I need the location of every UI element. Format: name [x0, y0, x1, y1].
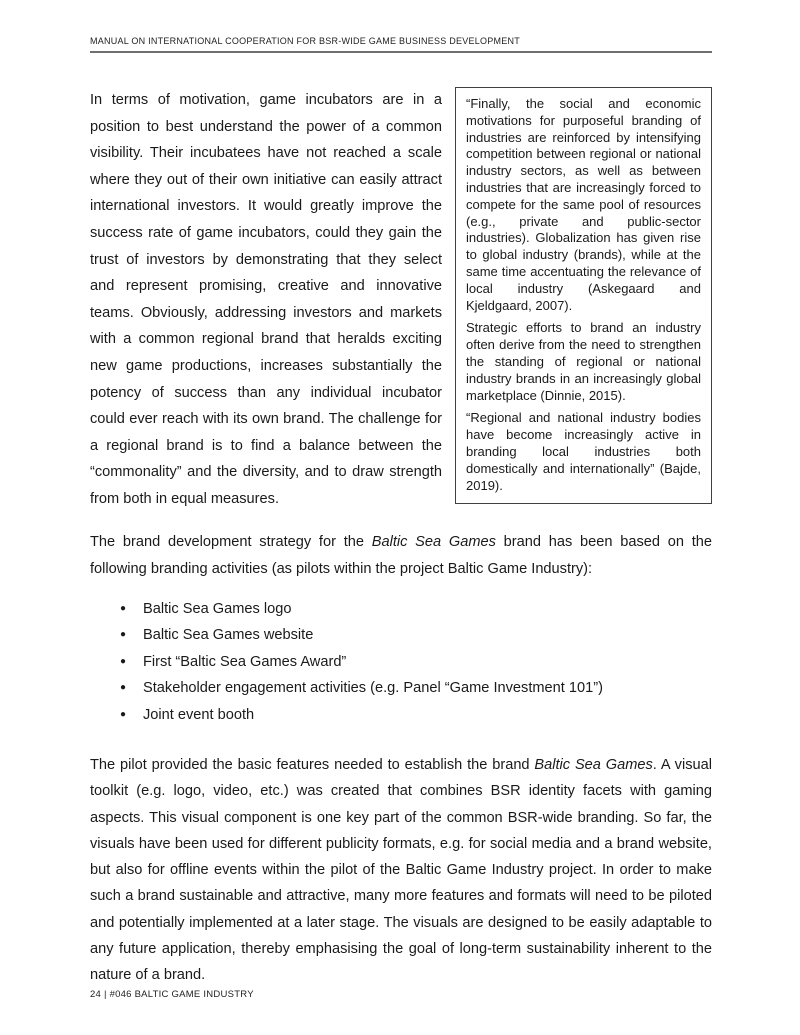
strategy-paragraph-pre: The brand development strategy for the: [90, 533, 372, 550]
header-rule: [90, 51, 712, 53]
list-item-label: Joint event booth: [143, 706, 255, 723]
list-item-label: Baltic Sea Games logo: [143, 600, 292, 617]
list-item-label: Stakeholder engagement activities (e.g. Panel “Game Investment 101”): [143, 680, 603, 696]
bullet-icon: ●: [120, 708, 127, 720]
pilot-paragraph-pre: The pilot provided the basic features needed to establish the brand: [90, 757, 535, 773]
branding-activities-list: [90, 596, 712, 729]
list-item: [120, 702, 712, 729]
list-item-label: Baltic Sea Games website: [143, 627, 314, 643]
strategy-paragraph-post: brand has been based on the following branding activities (as pilots within the project Baltic Game Industry):: [90, 533, 712, 577]
pilot-paragraph: [90, 752, 712, 989]
page-header-title: MANUAL ON INTERNATIONAL COOPERATION FOR BSR-WIDE GAME BUSINESS DEVELOPMENT: [90, 36, 521, 46]
bullet-icon: ●: [120, 682, 127, 693]
list-item-label: First “Baltic Sea Games Award”: [143, 653, 347, 670]
list-item: [120, 622, 712, 649]
bullet-icon: ●: [120, 655, 127, 667]
list-item: [120, 649, 712, 676]
brand-name-italic: Baltic Sea Games: [371, 533, 496, 550]
page-footer: 24 | #046 BALTIC GAME INDUSTRY: [90, 989, 254, 1000]
pilot-paragraph-post: . A visual toolkit (e.g. logo, video, etc.) was created that combines BSR identity facets with gaming aspects. This visual component is one key part of the common BSR-wide branding. So far, the visuals have been used for different publicity formats, e.g. for social media and a brand website, but also for offline events within the pilot of the Baltic Game Industry project. In order to make such a brand sustainable and attractive, many more features and formats will need to be piloted and potentially implemented at a later stage. The visuals are designed to be easily adaptable to any future application, thereby emphasising the goal of long-term sustainability inherent to the nature of a brand.: [90, 757, 712, 984]
quote-paragraph: Strategic efforts to brand an industry often derive from the need to strengthen the standing of regional or national industry brands in an increasingly global marketplace (Dinnie, 2015).: [466, 320, 701, 403]
intro-paragraph: In terms of motivation, game incubators are in a position to best understand the power of a common visibility. Their incubatees have not reached a scale where they out of their own initiative can easily attract international investors. It would greatly improve the success rate of game incubators, could they gain the trust of investors by demonstrating that they select and represent promising, creative and innovative teams. Obviously, addressing investors and markets with a common regional brand that heralds exciting new game productions, increases substantially the potency of success than any individual incubator could ever reach with its own brand. The challenge for a regional brand is to find a balance between the “commonality” and the diversity, and to draw strength from both in equal measures.: [90, 92, 442, 507]
quote-paragraph: “Regional and national industry bodies have become increasingly active in branding local industries both domestically and internationally” (Bajde, 2019).: [466, 410, 701, 493]
bullet-icon: ●: [120, 629, 127, 640]
two-column-section: [90, 87, 712, 513]
quote-paragraph: “Finally, the social and economic motivations for purposeful branding of industries are reinforced by intensifying competition between regional or national industry sectors, as well as between industries that are increasingly forced to compete for the same pool of resources (e.g., private and public-sector industries). Globalization has given rise to global industry (brands), while at the same time accentuating the relevance of local industry (Askegaard and Kjeldgaard, 2007).: [466, 96, 701, 313]
list-item: [120, 596, 712, 623]
brand-name-italic: Baltic Sea Games: [534, 757, 653, 773]
quote-box: [455, 87, 712, 504]
list-item: [120, 675, 712, 702]
bullet-icon: ●: [120, 602, 127, 614]
strategy-paragraph: [90, 529, 712, 583]
